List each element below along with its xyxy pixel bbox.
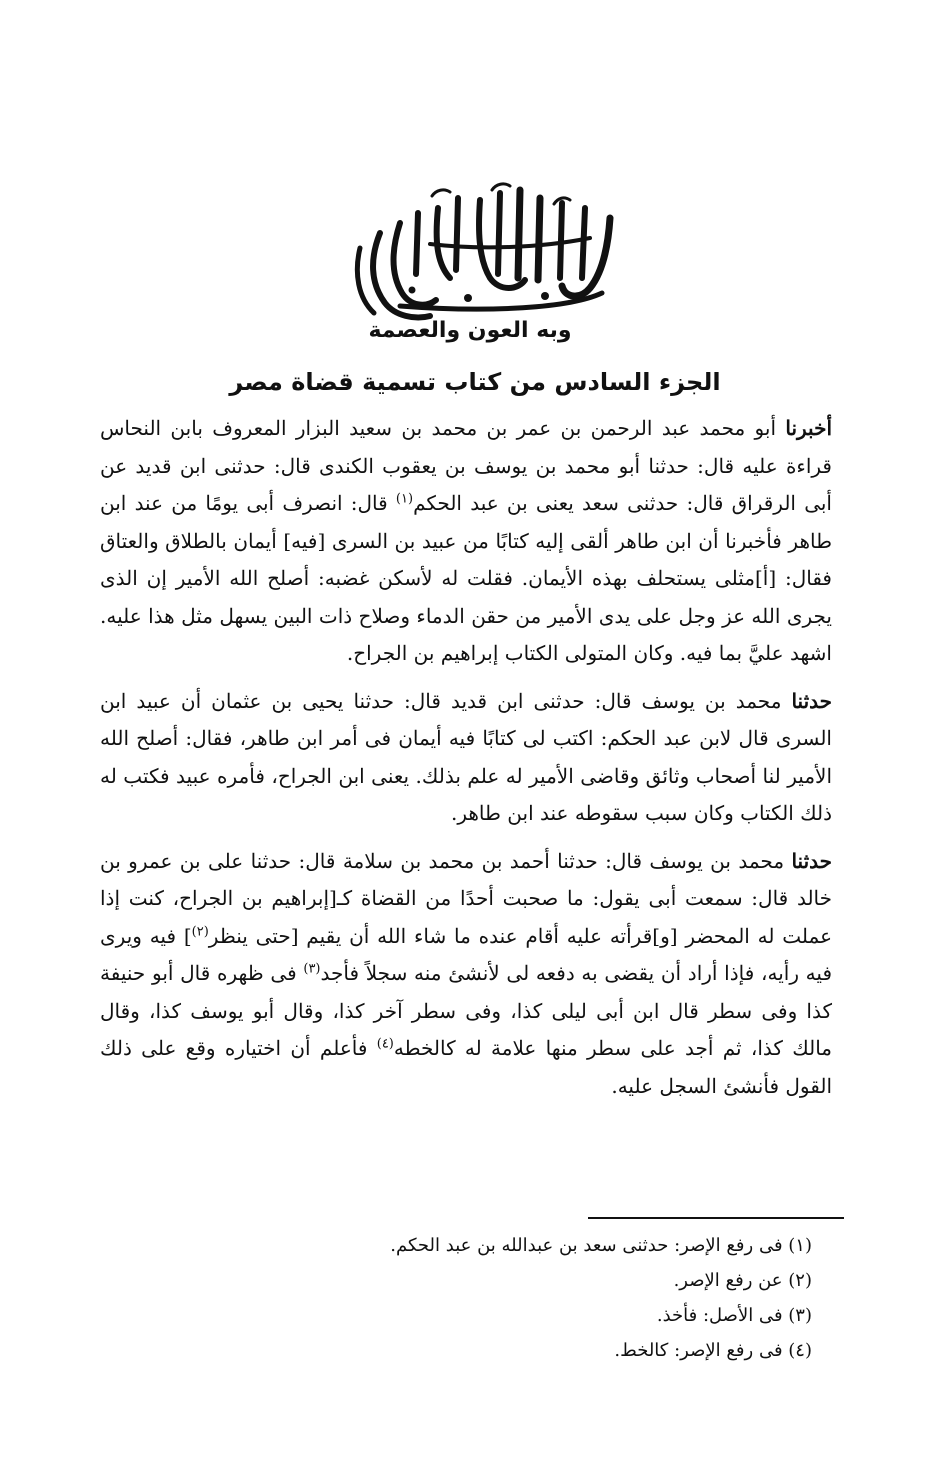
footnote-item: (١) فى رفع الإصر: حدثنى سعد بن عبدالله بن عبد الحكم. <box>390 1235 812 1256</box>
footnotes-list <box>300 1228 812 1368</box>
chapter-title: الجزء السادس من كتاب تسمية قضاة مصر <box>229 368 721 396</box>
paragraph-text: فأعلم أن اختياره وقع على ذلك القول فأنشئ السجل عليه. <box>100 1036 832 1098</box>
paragraph-text: أبو محمد عبد الرحمن بن عمر بن محمد بن سعيد البزار المعروف بابن النحاس قراءة عليه قال: حدثنا أبو محمد بن يوسف بن يعقوب الكندى قال: حدثنى ابن قديد عن أبى الرقراق قال: حدثنى سعد يعنى بن عبد الحكم <box>100 416 832 515</box>
footnote-ref-3[interactable]: (٣) <box>303 961 321 977</box>
paragraph-2 <box>100 683 832 833</box>
basmala-calligraphy-icon <box>340 178 630 328</box>
basmala-calligraphy <box>340 178 630 328</box>
footnote-ref-1[interactable]: (١) <box>395 491 414 507</box>
paragraph-lead: حدثنا <box>791 688 832 713</box>
footnote-item: (٤) فى رفع الإصر: كالخط. <box>614 1340 812 1361</box>
paragraph-1 <box>100 410 832 673</box>
paragraph-lead: أخبرنا <box>785 416 832 440</box>
paragraph-text: قال: انصرف أبى يومًا من عند ابن طاهر فأخبرنا أن ابن طاهر ألقى إليه كتابًا من عبيد بن السرى [فيه] أيمان بالطلاق والعتاق فقال: [أ]مثلى يستحلف بهذه الأيمان. فقلت له لأسكن غضبه: أصلح الله الأمير إن الذى يجرى الله عز وجل على يدى الأمير من حقن الدماء وصلاح ذات البين يسهل مثل هذا عليه. اشهد عليَّ بما فيه. وكان المتولى الكتاب إبراهيم بن الجراح. <box>100 491 832 665</box>
footnote-item: (٢) عن رفع الإصر. <box>673 1270 812 1291</box>
footnote-ref-4[interactable]: (٤) <box>376 1036 394 1052</box>
main-text <box>100 410 832 1105</box>
footnote-divider <box>588 1217 844 1219</box>
footnote-ref-2[interactable]: (٢) <box>191 923 209 939</box>
paragraph-text: ] فيه ويرى فيه رأيه، فإذا أراد أن يقضى به دفعه لى لأنشئ منه سجلاً فأجد <box>100 923 833 985</box>
basmala-subtitle: وبه العون والعصمة <box>368 318 572 343</box>
paragraph-lead: حدثنا <box>791 848 832 873</box>
footnote-item: (٣) فى الأصل: فأخذ. <box>656 1305 812 1326</box>
paragraph-text: فى ظهره قال أبو حنيفة كذا وفى سطر قال ابن أبى ليلى كذا، وفى سطر آخر كذا، وقال أبو يوسف كذا، وقال مالك كذا، ثم أجد على سطر منها علامة له كالخطه <box>100 961 833 1060</box>
paragraph-text: محمد بن يوسف قال: حدثنا أحمد بن محمد بن سلامة قال: حدثنا على بن عمرو بن خالد قال: سمعت أبى يقول: ما صحبت أحدًا من القضاة كـ[إبراهيم بن الجراح، كنت إذا عملت له المحضر [و]قرأته عليه أقام عنده ما شاء الله أن يقيم [حتى ينظر <box>100 848 833 948</box>
paragraph-3 <box>100 843 832 1106</box>
paragraph-text: محمد بن يوسف قال: حدثنى ابن قديد قال: حدثنا يحيى بن عثمان أن عبيد ابن السرى قال لابن عبد الحكم: اكتب لى كتابًا فيه أيمان فى أمر ابن طاهر، فقال: أصلح الله الأمير لنا أصحاب وثائق وقاضى الأمير له علم بذلك. يعنى ابن الجراح، فأمره عبيد فكتب له ذلك الكتاب وكان سبب سقوطه عند ابن طاهر. <box>100 688 832 825</box>
